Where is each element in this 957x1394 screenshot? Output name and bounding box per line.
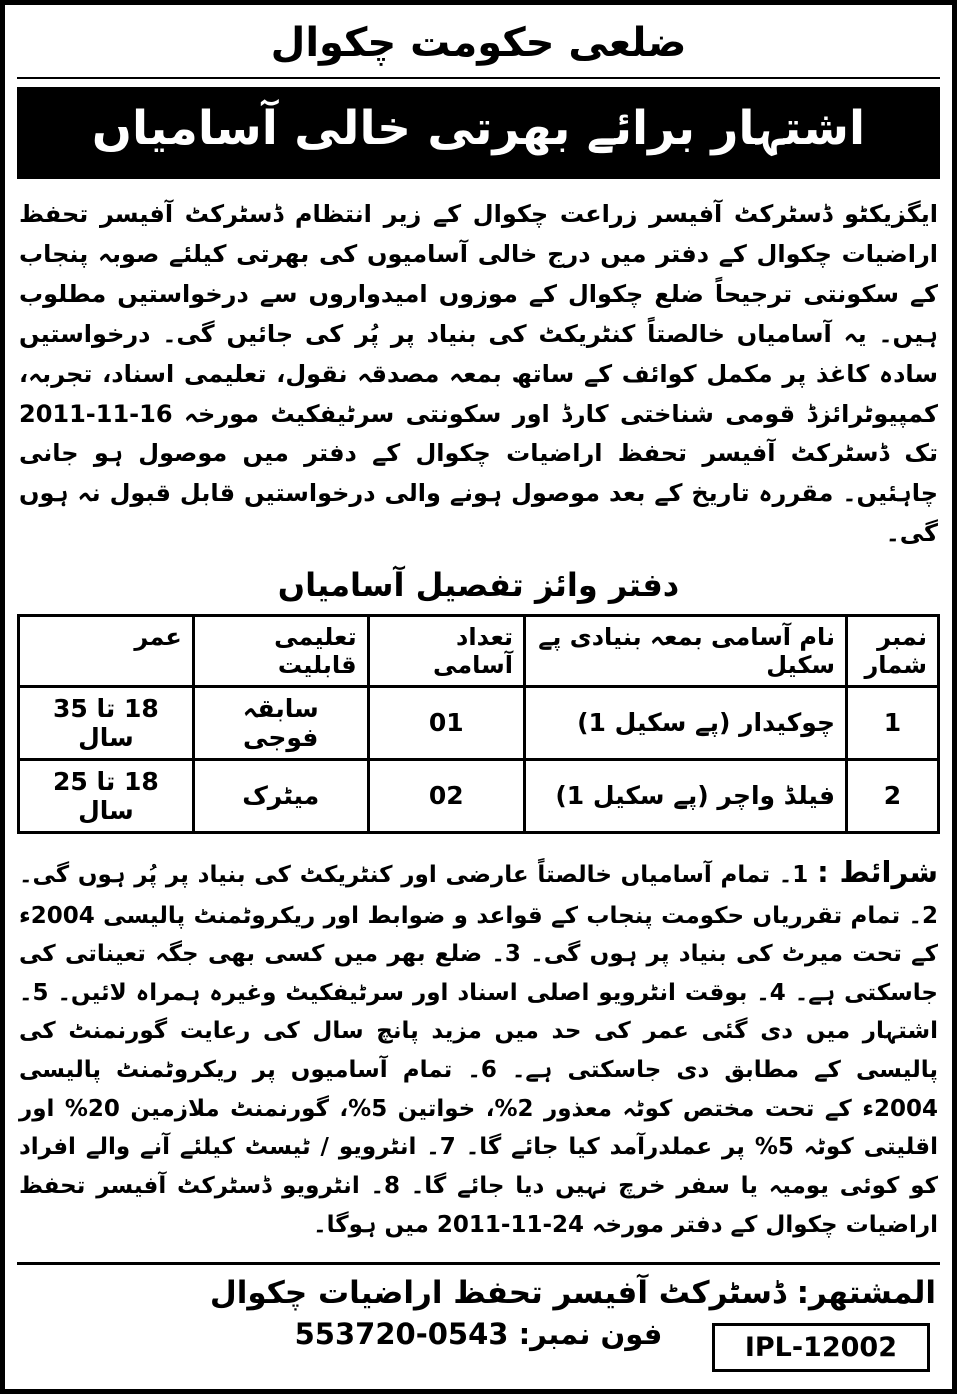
intro-paragraph: ایگزیکٹو ڈسٹرکٹ آفیسر زراعت چکوال کے زیر انتظام ڈسٹرکٹ آفیسر تحفظ اراضیات چکوال کے دفتر میں درج خالی آسامیوں کی بھرتی کیلئے صوبہ پنجاب کے سکونتی ترجیحاً ضلع چکوال کے موزوں امیدواروں سے درخواستیں مطلوب ہیں۔ یہ آسامیاں خالصتاً کنٹریکٹ کی بنیاد پر پُر کی جائیں گی۔ درخواستیں سادہ کاغذ پر مکمل کوائف کے ساتھ بمعہ مصدقہ نقول، تعلیمی اسناد، تجربہ، کمپیوٹرائزڈ قومی شناختی کارڈ اور سکونتی سرٹیفکیٹ مورخہ 16-11-2011 تک ڈسٹرکٹ آفیسر تحفظ اراضیات چکوال کے دفتر میں موصول ہو جانی چاہئیں۔ مقررہ تاریخ کے بعد موصول ہونے والی درخواستیں قابل قبول نہ ہوں گی۔	[19, 200, 938, 548]
cell-post-name: چوکیدار (پے سکیل 1)	[525, 686, 847, 759]
footer	[17, 1275, 940, 1379]
cell-age: 18 تا 35 سال	[19, 686, 194, 759]
banner	[17, 87, 940, 179]
cell-count: 02	[368, 759, 524, 832]
ref-code-box: IPL-12002	[712, 1323, 930, 1372]
phone-row	[17, 1317, 940, 1379]
phone-label: فون نمبر:	[518, 1317, 663, 1352]
header-divider	[17, 77, 940, 79]
cell-serial: 2	[847, 759, 939, 832]
cell-post-name: فیلڈ واچر (پے سکیل 1)	[525, 759, 847, 832]
advertiser-line: المشتھر: ڈسٹرکٹ آفیسر تحفظ اراضیات چکوال	[209, 1275, 936, 1312]
cell-age: 18 تا 25 سال	[19, 759, 194, 832]
table-section-title: دفتر وائز تفصیل آسامیاں	[277, 565, 680, 604]
cell-serial: 1	[847, 686, 939, 759]
footer-divider	[17, 1262, 940, 1265]
phone-number: 0543-553720	[294, 1317, 509, 1352]
banner-title: اشتہار برائے بھرتی خالی آسامیاں	[91, 101, 866, 156]
table-header-qualification: تعلیمی قابلیت	[193, 615, 368, 686]
conditions-paragraph	[19, 848, 938, 1244]
table-header-serial: نمبر شمار	[847, 615, 939, 686]
table-row	[19, 759, 939, 832]
table-header-post-name: نام آسامی بمعہ بنیادی پے سکیل	[525, 615, 847, 686]
table-header-age: عمر	[19, 615, 194, 686]
conditions-text: 1۔ تمام آسامیاں خالصتاً عارضی اور کنٹریکٹ کی بنیاد پر پُر ہوں گی۔ 2۔ تمام تقرریاں حکومت پنجاب کے قواعد و ضوابط اور ریکروٹمنٹ پالیسی 2004ء کے تحت میرٹ کی بنیاد پر ہوں گی۔ 3۔ ضلع بھر میں کسی بھی جگہ تعیناتی کی جاسکتی ہے۔ 4۔ بوقت انٹرویو اصلی اسناد اور سرٹیفکیٹ وغیرہ ہمراہ لائیں۔ 5۔ اشتہار میں دی گئی عمر کی حد میں مزید پانچ سال کی رعایت گورنمنٹ کی پالیسی کے مطابق دی جاسکتی ہے۔ 6۔ تمام آسامیوں پر ریکروٹمنٹ پالیسی 2004ء کے تحت مختص کوٹہ معذور 2%، خواتین 5%، گورنمنٹ ملازمین 20% اور اقلیتی کوٹہ 5% پر عملدرآمد کیا جائے گا۔ 7۔ انٹرویو / ٹیسٹ کیلئے آنے والے افراد کو کوئی یومیہ یا سفر خرچ نہیں دیا جائے گا۔ 8۔ انٹرویو ڈسٹرکٹ آفیسر تحفظ اراضیات چکوال کے دفتر مورخہ 24-11-2011 میں ہوگا۔	[19, 861, 939, 1238]
posts-table	[17, 614, 940, 834]
government-title: ضلعی حکومت چکوال	[270, 20, 687, 66]
table-header-row	[19, 615, 939, 686]
cell-qualification: سابقہ فوجی	[193, 686, 368, 759]
conditions-label: شرائط :	[817, 854, 938, 889]
cell-qualification: میٹرک	[193, 759, 368, 832]
table-row	[19, 686, 939, 759]
phone-line	[295, 1317, 663, 1351]
cell-count: 01	[368, 686, 524, 759]
table-header-count: تعداد آسامی	[368, 615, 524, 686]
